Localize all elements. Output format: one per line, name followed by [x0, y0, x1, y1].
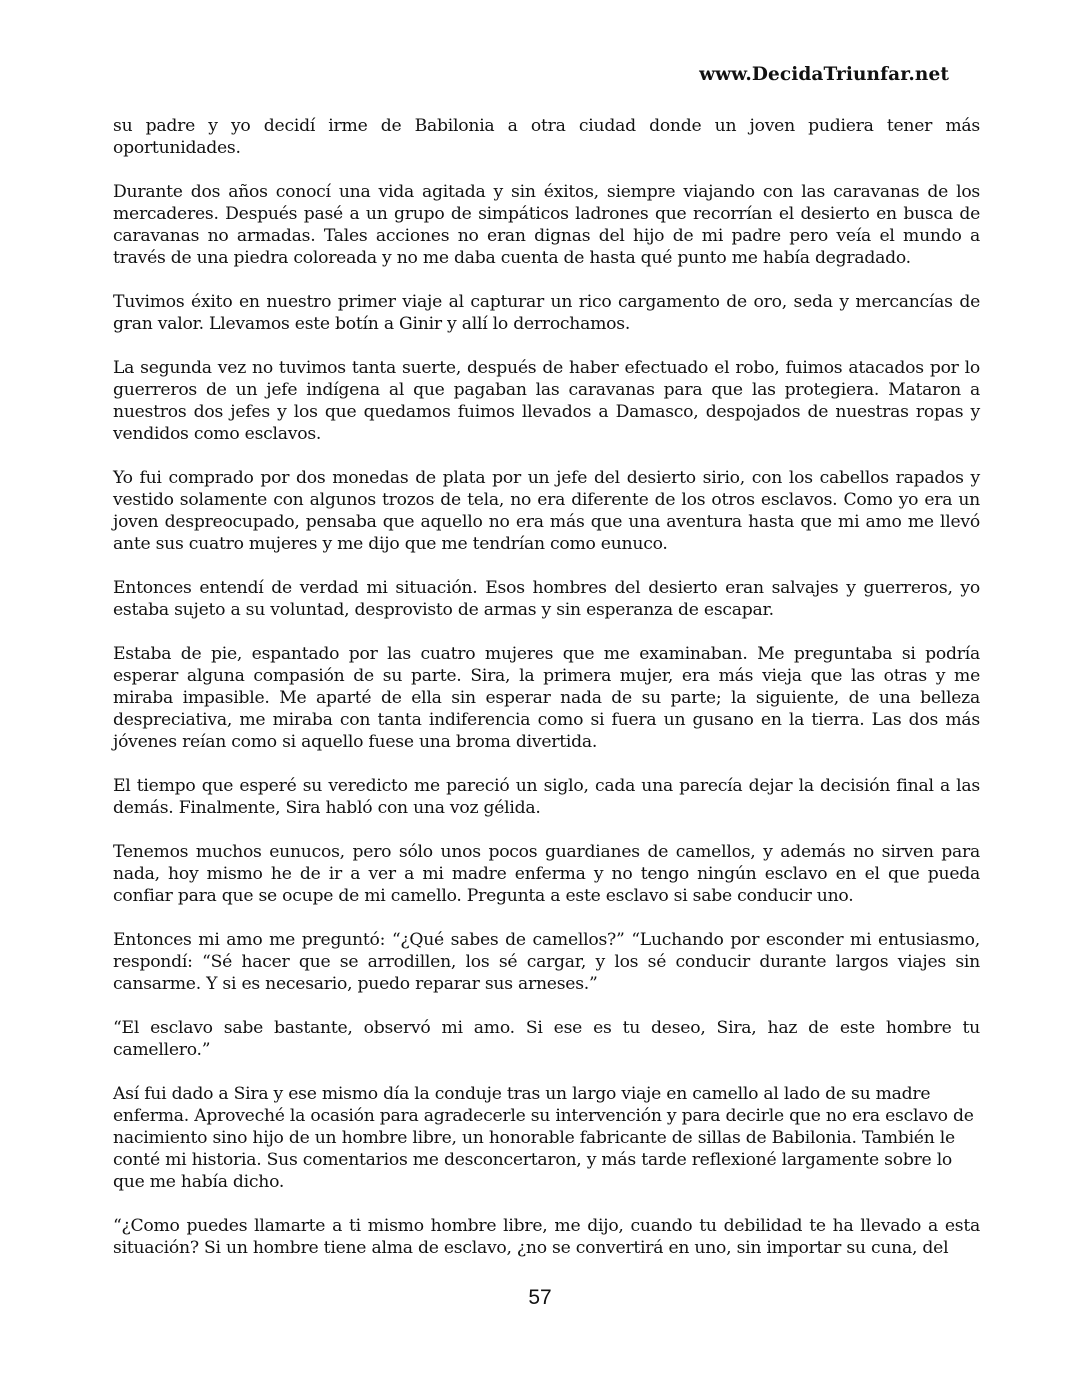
paragraph-8: El tiempo que esperé su veredicto me pareció un siglo, cada una parecía dejar la decisión final a las demás. Finalmente, Sira habló con una voz gélida. [113, 776, 980, 818]
paragraph-10: Entonces mi amo me preguntó: “¿Qué sabes de camellos?” “Luchando por esconder mi entusiasmo, respondí: “Sé hacer que se arrodillen, los sé cargar, y los sé conducir durante largos viajes sin cansarme. Y si es necesario, puedo reparar sus arneses.” [113, 930, 980, 994]
paragraph-5: Yo fui comprado por dos monedas de plata por un jefe del desierto sirio, con los cabellos rapados y vestido solamente con algunos trozos de tela, no era diferente de los otros esclavos. Como yo era un joven despreocupado, pensaba que aquello no era más que una aventura hasta que mi amo me llevó ante sus cuatro mujeres y me dijo que me tendrían como eunuco. [113, 468, 980, 554]
paragraph-12: Así fui dado a Sira y ese mismo día la conduje tras un largo viaje en camello al lado de su madre enferma. Aproveché la ocasión para agradecerle su intervención y para decirle que no era esclavo de nacimiento sino hijo de un hombre libre, un honorable fabricante de sillas de Babilonia. También le conté mi historia. Sus comentarios me desconcertaron, y más tarde reflexioné largamente sobre lo que me había dicho. [113, 1084, 974, 1192]
paragraph-7: Estaba de pie, espantado por las cuatro mujeres que me examinaban. Me preguntaba si podría esperar alguna compasión de su parte. Sira, la primera mujer, era más vieja que las otras y me miraba impasible. Me aparté de ella sin esperar nada de su parte; la siguiente, de una belleza despreciativa, me miraba con tanta indiferencia como si fuera un gusano en la tierra. Las dos más jóvenes reían como si aquello fuese una broma divertida. [113, 644, 980, 752]
paragraph-13: “¿Como puedes llamarte a ti mismo hombre libre, me dijo, cuando tu debilidad te ha llevado a esta situación? Si un hombre tiene alma de esclavo, ¿no se convertirá en uno, sin importar su cuna, del [113, 1216, 980, 1258]
paragraph-2: Durante dos años conocí una vida agitada y sin éxitos, siempre viajando con las caravanas de los mercaderes. Después pasé a un grupo de simpáticos ladrones que recorrían el desierto en busca de caravanas no armadas. Tales acciones no eran dignas del hijo de mi padre pero veía el mundo a través de una piedra coloreada y no me daba cuenta de hasta qué punto me había degradado. [113, 182, 980, 268]
page-number: 57 [528, 1286, 552, 1309]
paragraph-6: Entonces entendí de verdad mi situación. Esos hombres del desierto eran salvajes y guerreros, yo estaba sujeto a su voluntad, desprovisto de armas y sin esperanza de escapar. [113, 578, 980, 620]
page-body [113, 115, 980, 1281]
paragraph-9: Tenemos muchos eunucos, pero sólo unos pocos guardianes de camellos, y además no sirven para nada, hoy mismo he de ir a ver a mi madre enferma y no tengo ningún esclavo en el que pueda confiar para que se ocupe de mi camello. Pregunta a este esclavo si sabe conducir uno. [113, 842, 980, 906]
paragraph-11: “El esclavo sabe bastante, observó mi amo. Si ese es tu deseo, Sira, haz de este hombre tu camellero.” [113, 1018, 980, 1060]
paragraph-1: su padre y yo decidí irme de Babilonia a otra ciudad donde un joven pudiera tener más oportunidades. [113, 116, 980, 158]
header-website-url: www.DecidaTriunfar.net [699, 64, 949, 85]
paragraph-4: La segunda vez no tuvimos tanta suerte, después de haber efectuado el robo, fuimos atacados por lo guerreros de un jefe indígena al que pagaban las caravanas para que las protegiera. Mataron a nuestros dos jefes y los que quedamos fuimos llevados a Damasco, despojados de nuestras ropas y vendidos como esclavos. [113, 358, 980, 444]
paragraph-3: Tuvimos éxito en nuestro primer viaje al capturar un rico cargamento de oro, seda y mercancías de gran valor. Llevamos este botín a Ginir y allí lo derrochamos. [113, 292, 980, 334]
